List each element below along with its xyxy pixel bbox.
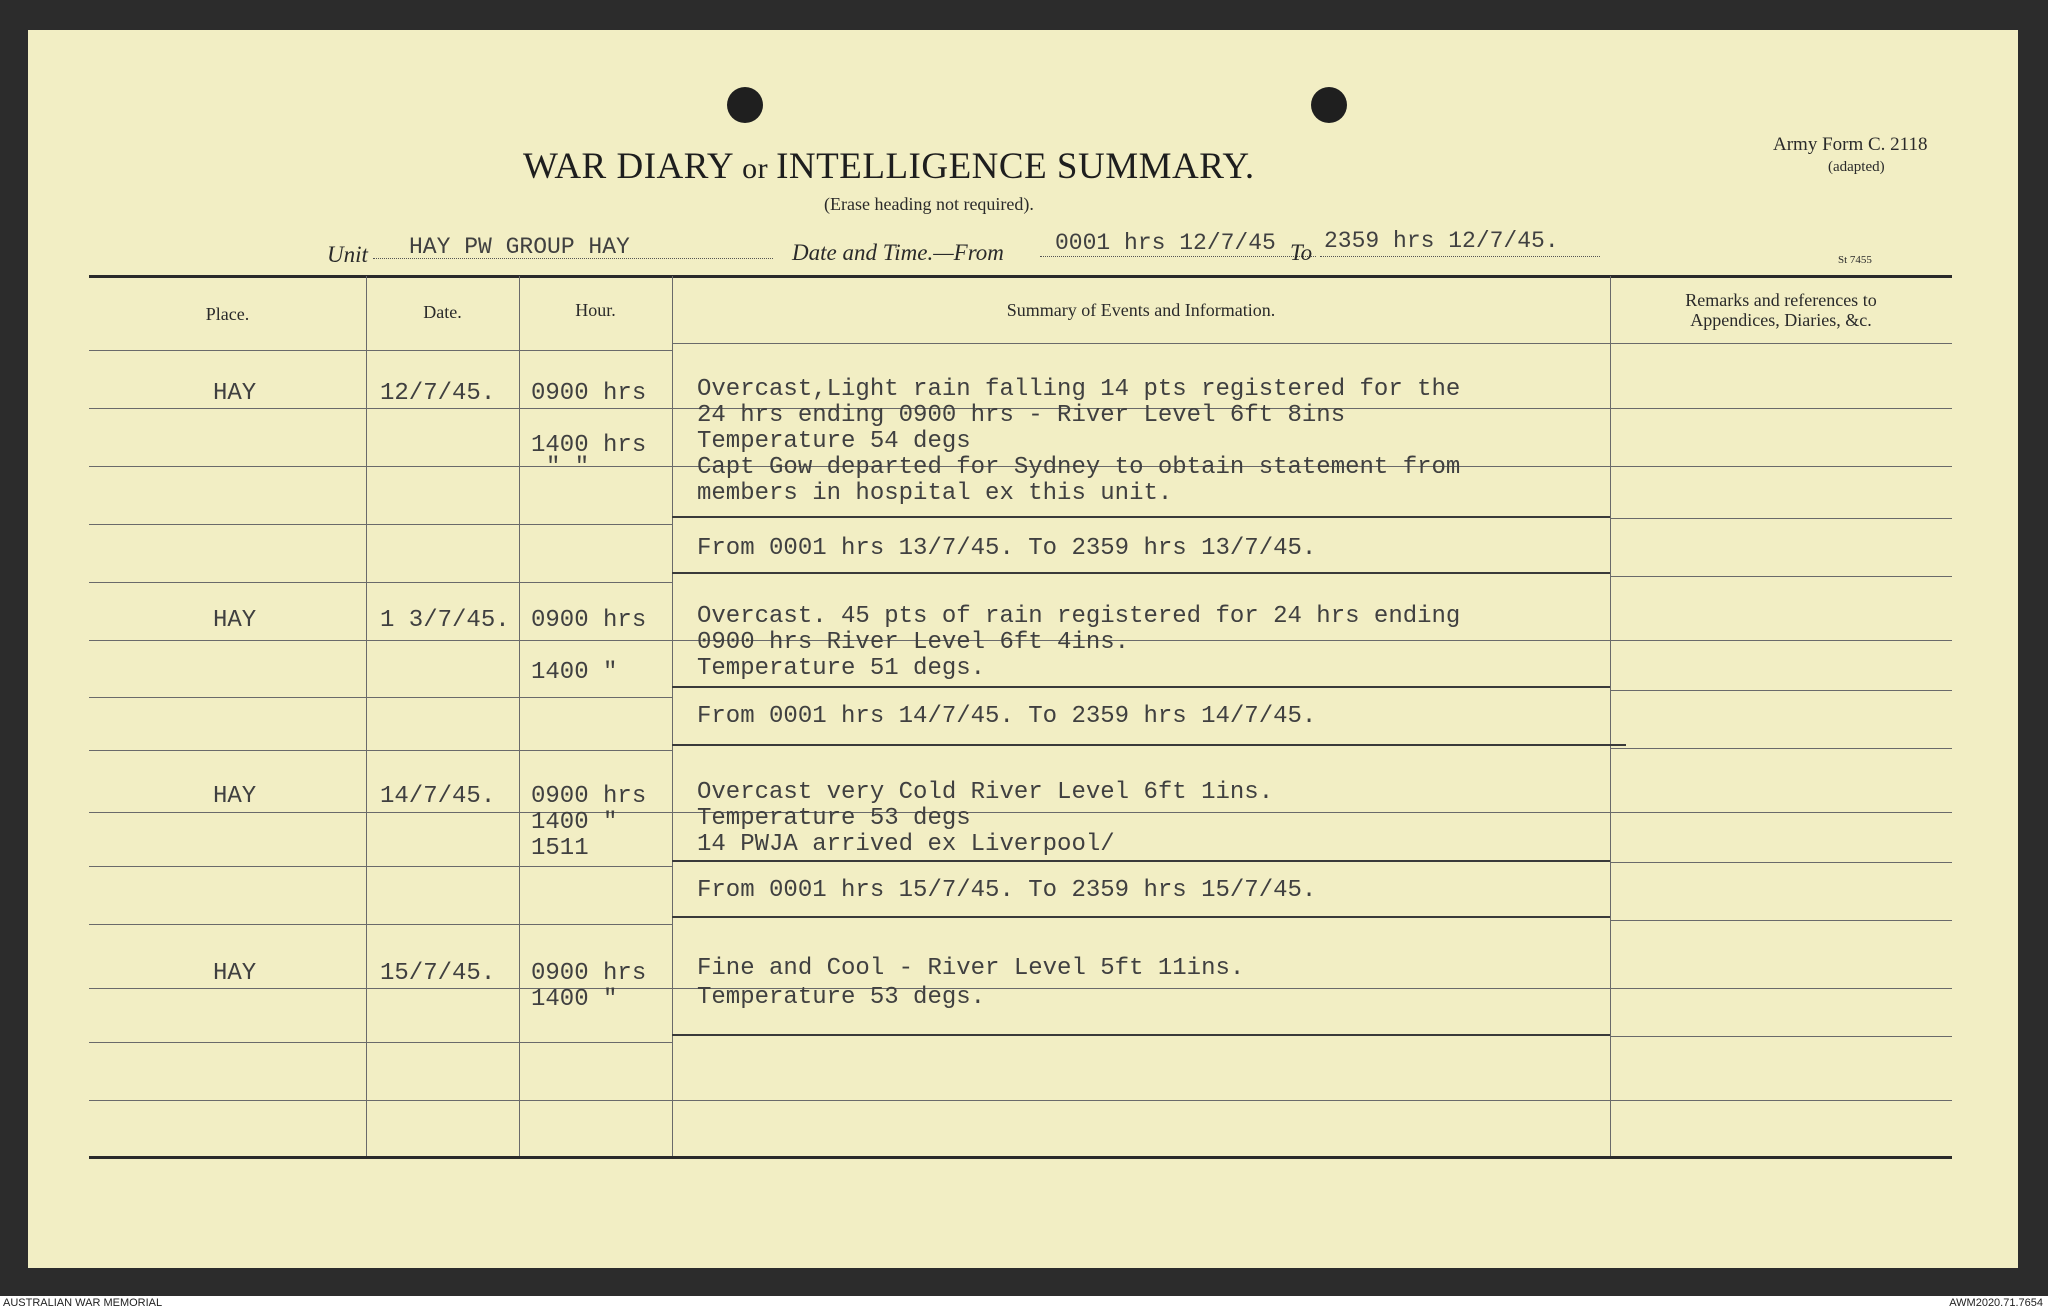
place-cell: HAY: [213, 960, 257, 987]
ruled-line: [89, 350, 672, 351]
summary-line: Capt Gow departed for Sydney to obtain statement from: [697, 454, 1461, 481]
col-header-remarks-line2: Appendices, Diaries, &c.: [1690, 310, 1872, 330]
punch-hole-right: [1311, 87, 1347, 123]
date-cell: 14/7/45.: [380, 783, 496, 810]
title-instruction: (Erase heading not required).: [824, 194, 1034, 214]
ruled-line: [89, 1100, 1952, 1101]
entry-separator: [672, 516, 1610, 518]
entry-separator: [672, 1034, 1610, 1036]
archive-name: AUSTRALIAN WAR MEMORIAL: [3, 1297, 163, 1309]
ruled-line: [89, 988, 1952, 989]
summary-line: Temperature 51 degs.: [697, 655, 986, 682]
summary-line: Temperature 53 degs: [697, 805, 971, 832]
summary-line: 24 hrs ending 0900 hrs - River Level 6ft 8ins: [697, 402, 1346, 429]
unit-label: Unit: [327, 242, 368, 267]
summary-line: Fine and Cool - River Level 5ft 11ins.: [697, 955, 1245, 982]
ruled-line: [1610, 576, 1952, 577]
col-header-date: Date.: [423, 302, 462, 322]
page-title: WAR DIARY or INTELLIGENCE SUMMARY.: [523, 146, 1255, 187]
ruled-line: [89, 924, 672, 925]
from-value: 0001 hrs 12/7/45: [1055, 230, 1276, 256]
hour-cell: 0900 hrs: [531, 607, 647, 634]
hour-cell: 1400 ": [531, 659, 618, 686]
ruled-line: [672, 343, 1952, 344]
unit-value: HAY PW GROUP HAY: [409, 234, 630, 260]
diary-page: [28, 30, 2018, 1268]
hour-cell: 0900 hrs: [531, 960, 647, 987]
hour-cell: 1400 hrs: [531, 432, 647, 459]
entry-separator: [672, 686, 1610, 688]
ruled-line: [1610, 748, 1952, 749]
col-header-summary: Summary of Events and Information.: [1006, 300, 1276, 320]
period-line: From 0001 hrs 14/7/45. To 2359 hrs 14/7/45.: [697, 703, 1317, 730]
to-value: 2359 hrs 12/7/45.: [1324, 228, 1559, 254]
ruled-line: [1610, 920, 1952, 921]
ruled-line: [1610, 1036, 1952, 1037]
summary-line: Overcast,Light rain falling 14 pts registered for the: [697, 376, 1461, 403]
ruled-line: [89, 582, 672, 583]
hour-cell: 0900 hrs: [531, 783, 647, 810]
period-line: From 0001 hrs 13/7/45. To 2359 hrs 13/7/45.: [697, 535, 1317, 562]
col-header-place: Place.: [205, 304, 250, 324]
summary-line: Overcast. 45 pts of rain registered for 24 hrs ending: [697, 603, 1461, 630]
col-header-remarks-line1: Remarks and references to: [1685, 290, 1877, 310]
table-top-rule: [89, 275, 1952, 278]
to-field-line: [1320, 256, 1600, 257]
place-cell: HAY: [213, 783, 257, 810]
entry-separator: [672, 744, 1626, 746]
punch-hole-left: [727, 87, 763, 123]
summary-line: Temperature 53 degs.: [697, 984, 986, 1011]
from-field-line: [1040, 256, 1316, 257]
hour-cell: " ": [546, 454, 590, 481]
date-time-label: Date and Time.—From: [792, 240, 1004, 265]
ruled-line: [89, 866, 672, 867]
hour-cell: 0900 hrs: [531, 380, 647, 407]
ruled-line: [89, 750, 672, 751]
ruled-line: [89, 812, 1952, 813]
summary-line: 0900 hrs River Level 6ft 4ins.: [697, 629, 1130, 656]
army-form-number: Army Form C. 2118: [1773, 134, 1928, 155]
date-cell: 1 3/7/45.: [380, 607, 510, 634]
hour-cell: 1400 ": [531, 809, 618, 836]
entry-separator: [672, 916, 1610, 918]
date-cell: 15/7/45.: [380, 960, 496, 987]
table-bottom-rule: [89, 1156, 1952, 1159]
ruled-line: [1610, 862, 1952, 863]
ruled-line: [89, 1042, 672, 1043]
ruled-line: [89, 524, 672, 525]
archive-reference: AWM2020.71.7654: [1949, 1297, 2043, 1309]
col-header-hour: Hour.: [575, 300, 616, 320]
summary-line: 14 PWJA arrived ex Liverpool/: [697, 831, 1115, 858]
date-cell: 12/7/45.: [380, 380, 496, 407]
place-cell: HAY: [213, 607, 257, 634]
entry-separator: [672, 572, 1610, 574]
hour-cell: 1511: [531, 835, 589, 862]
place-cell: HAY: [213, 380, 257, 407]
ruled-line: [1610, 518, 1952, 519]
stationery-code: St 7455: [1838, 254, 1872, 266]
summary-line: Overcast very Cold River Level 6ft 1ins.: [697, 779, 1274, 806]
summary-line: members in hospital ex this unit.: [697, 480, 1173, 507]
hour-cell: 1400 ": [531, 986, 618, 1013]
archive-footer: [0, 1296, 2048, 1311]
to-label: To: [1290, 240, 1313, 265]
ruled-line: [89, 697, 672, 698]
army-form-adapted: (adapted): [1828, 159, 1885, 175]
summary-line: Temperature 54 degs: [697, 428, 971, 455]
period-line: From 0001 hrs 15/7/45. To 2359 hrs 15/7/45.: [697, 877, 1317, 904]
entry-separator: [672, 860, 1610, 862]
ruled-line: [1610, 690, 1952, 691]
